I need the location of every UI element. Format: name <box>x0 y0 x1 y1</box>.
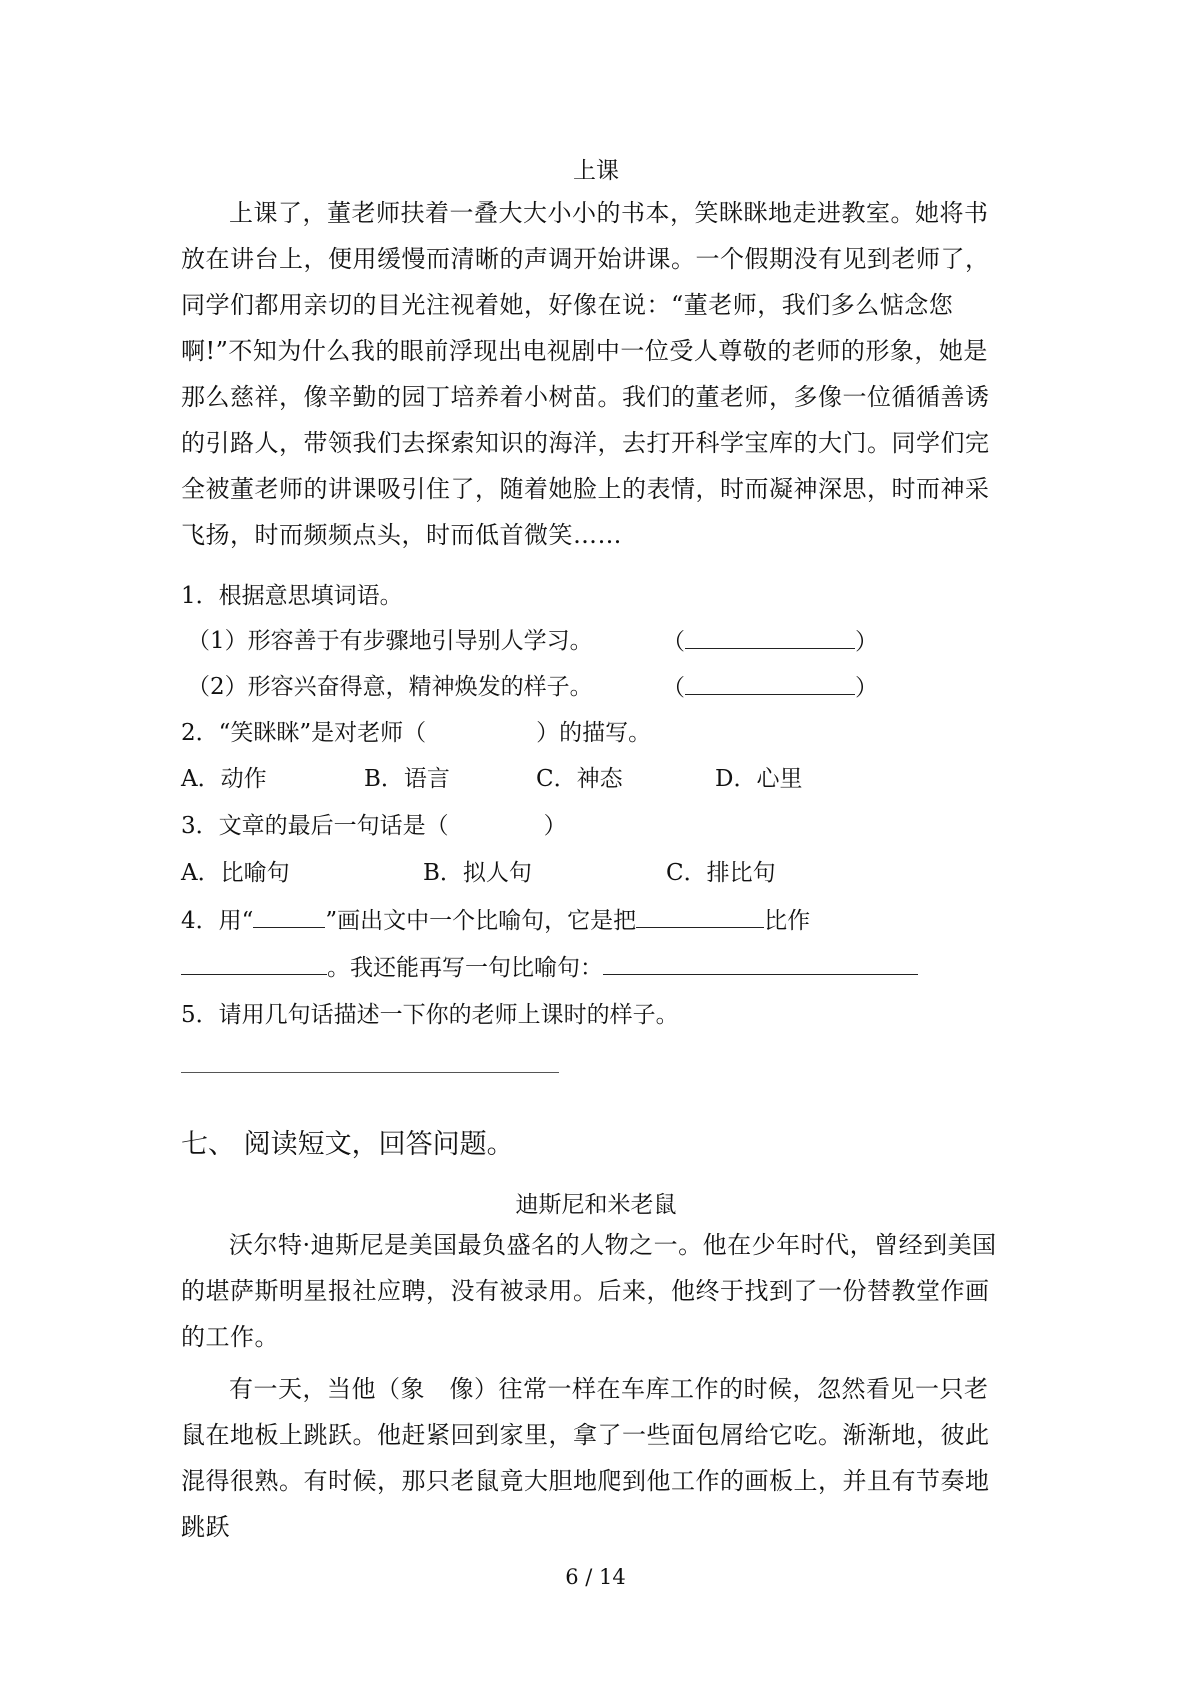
page-number: 6 / 14 <box>565 1565 626 1589</box>
question-4-part-a: 4．用“ <box>181 908 254 934</box>
question-2-option-d[interactable]: D．心里 <box>715 766 803 792</box>
question-3-option-c[interactable]: C．排比句 <box>666 860 776 886</box>
question-1-sub-2-text: （2）形容兴奋得意，精神焕发的样子。 <box>187 674 593 700</box>
answer-blank[interactable] <box>685 672 855 695</box>
question-5-stem: 5．请用几句话描述一下你的老师上课时的样子。 <box>181 1002 679 1028</box>
paren-open: （ <box>662 629 685 655</box>
passage-paragraph-2: 有一天，当他（象 像）往常一样在车库工作的时候，忽然看见一只老鼠在地板上跳跃。他赶紧回到家里，拿了一些面包屑给它吃。渐渐地，彼此混得很熟。有时候，那只老鼠竟大胆地爬到他工作的画板上，并且有节奏地跳跃 <box>181 1375 990 1541</box>
question-2-option-a[interactable]: A．动作 <box>181 766 267 792</box>
question-4-line-2 <box>181 952 918 983</box>
answer-blank[interactable] <box>636 905 764 928</box>
question-2-stem <box>181 718 651 748</box>
answer-blank[interactable] <box>685 626 855 649</box>
question-4-part-d: 。我还能再写一句比喻句： <box>327 955 603 981</box>
question-2-option-b[interactable]: B．语言 <box>364 766 450 792</box>
passage-paragraph-1: 沃尔特·迪斯尼是美国最负盛名的人物之一。他在少年时代，曾经到美国的堪萨斯明星报社应聘，没有被录用。后来，他终于找到了一份替教堂作画的工作。 <box>181 1231 997 1351</box>
question-1-sub-1 <box>187 626 593 656</box>
question-1-sub-2 <box>187 672 593 702</box>
answer-blank[interactable] <box>181 952 327 975</box>
question-2-stem-b: ）的描写。 <box>536 720 652 746</box>
paren-close: ） <box>855 675 878 701</box>
question-3-stem-a: 3．文章的最后一句话是（ <box>181 813 449 839</box>
question-4-part-b: ”画出文中一个比喻句，它是把 <box>325 908 637 934</box>
question-1-sub-1-answer[interactable] <box>662 626 878 657</box>
question-3-stem <box>181 811 567 841</box>
question-4-line-1 <box>181 905 810 936</box>
question-1-sub-2-answer[interactable] <box>662 672 878 703</box>
passage-title: 迪斯尼和米老鼠 <box>515 1192 677 1218</box>
section-heading: 七、 阅读短文，回答问题。 <box>181 1129 514 1160</box>
question-3-option-b[interactable]: B．拟人句 <box>423 860 532 886</box>
paren-open: （ <box>662 675 685 701</box>
passage-title: 上课 <box>573 158 619 184</box>
question-3-stem-b: ） <box>543 813 567 839</box>
question-1-stem: 1．根据意思填词语。 <box>181 583 403 609</box>
passage-paragraph: 上课了，董老师扶着一叠大大小小的书本，笑眯眯地走进教室。她将书放在讲台上，便用缓慢而清晰的声调开始讲课。一个假期没有见到老师了，同学们都用亲切的目光注视着她，好像在说：“董老师，我们多么惦念您啊!”不知为什么我的眼前浮现出电视剧中一位受人尊敬的老师的形象，她是那么慈祥，像辛勤的园丁培养着小树苗。我们的董老师，多像一位循循善诱的引路人，带领我们去探索知识的海洋，去打开科学宝库的大门。同学们完全被董老师的讲课吸引住了，随着她脸上的表情，时而凝神深思，时而神采飞扬，时而频频点头，时而低首微笑…… <box>181 199 990 549</box>
question-2-option-c[interactable]: C．神态 <box>536 766 623 792</box>
question-1-sub-1-text: （1）形容善于有步骤地引导别人学习。 <box>187 628 593 654</box>
underline-sample <box>253 905 325 928</box>
question-3-option-a[interactable]: A．比喻句 <box>181 860 290 886</box>
question-4-part-c: 比作 <box>764 908 811 934</box>
answer-line[interactable] <box>181 1072 559 1073</box>
answer-blank[interactable] <box>603 952 918 975</box>
question-2-stem-a: 2．“笑眯眯”是对老师（ <box>181 720 427 746</box>
paren-close: ） <box>855 629 878 655</box>
